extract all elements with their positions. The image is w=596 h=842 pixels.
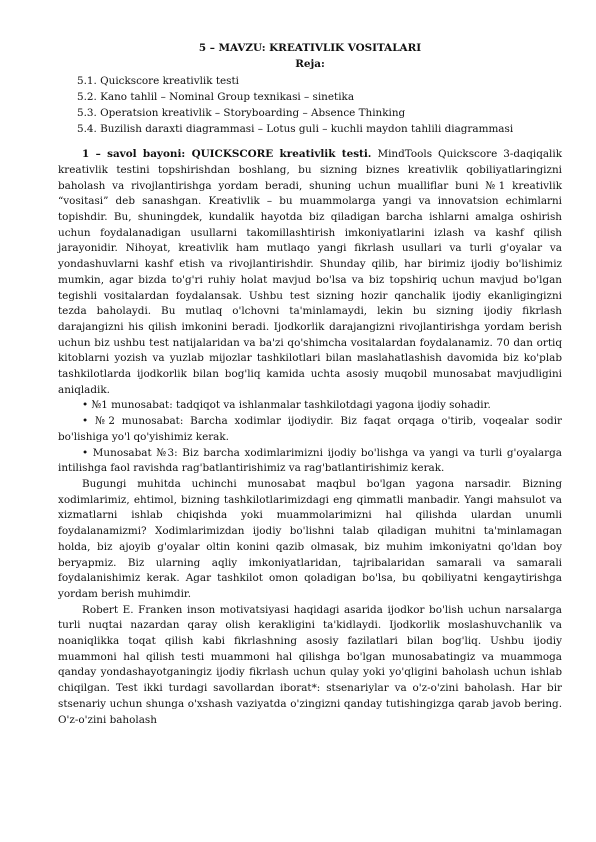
bullet-attitude-3: • Munosabat №3: Biz barcha xodimlarimizni ijodiy bo'lishga va yangi va turli g'oyalarga intilishga faol ravishda rag'batlantirishimiz va rag'batlantirishimiz kerak.	[58, 446, 562, 475]
page-title: 5 – MAVZU: KREATIVLIK VOSITALARI	[198, 42, 422, 54]
bullet-attitude-2: • №2 munosabat: Barcha xodimlar ijodiydir. Biz faqat orqaga o'tirib, voqealar sodir bo'lishiga yo'l qo'yishimiz kerak.	[58, 415, 562, 443]
paragraph-franken: Robert E. Franken inson motivatsiyasi haqidagi asarida ijodkor bo'lish uchun narsalarga turli nuqtai nazardan qaray olish kerakligini ta'kidlaydi. Ijodkorlik moslashuvchanlik va noaniqlikka toqat qilish kabi fikrlashning asosiy fazilatlari bilan bog'liq. Ushbu ijodiy muammoni hal qilish testi muammoni hal qilishga bo'lgan munosabatingiz va muammoga qanday yondashayotganingiz ijodiy fikrlash uchun qulay yoki yo'qligini baholash uchun ishlab chiqilgan. Test ikki turdagi savollardan iborat*: stsenariylar va o'z-o'zini baholash. Har bir stsenariy uchun shunga o'xshash vaziyatda o'zingizni qanday tutishingizga qarab javob bering. O'z-o'zini baholash	[58, 603, 562, 726]
plan-item-5-4: 5.4. Buzilish daraxti diagrammasi – Lotus guli – kuchli maydon tahlili diagrammasi	[77, 122, 514, 135]
paragraph-intro	[58, 147, 562, 398]
plan-heading: Reja:	[295, 57, 325, 70]
plan-item-5-1: 5.1. Quickscore kreativlik testi	[77, 75, 239, 88]
paragraph-environment: Bugungi muhitda uchinchi munosabat maqbul bo'lgan yagona narsadir. Bizning xodimlarimiz, ehtimol, bizning tashkilotlarimizdagi eng qimmatli manbadir. Yangi mahsulot va xizmatlarni ishlab chiqishda yoki muammolarimizni hal qilishda ulardan unumli foydalanamizmi? Xodimlarimizdan ijodiy bo'lishni talab qiladigan muhitni ta'minlamagan holda, biz ajoyib g'oyalar oltin konini qazib olmasak, biz muhim imkoniyatni qo'ldan boy beryapmiz. Biz ularning aqliy imkoniyatlaridan, tajribalaridan samarali va samarali foydalanishimiz kerak. Agar tashkilot omon qoladigan bo'lsa, bu qobiliyatni kengaytirishga yordam berish muhimdir.	[58, 477, 562, 600]
question-heading: 1 – savol bayoni: QUICKSCORE kreativlik testi.	[82, 148, 372, 161]
paragraph-intro-text: MindTools Quickscore 3-daqiqalik kreativlik testini topshirishdan boshlang, bu sizning biznes kreativlik qobiliyatlaringizni baholash va rivojlantirishga yordam beradi, shuning uchun mualliflar buni №1 kreativlik “vositasi” deb sanashgan. Kreativlik – bu muammolarga yangi va innovatsion echimlarni topishdir. Bu, shuningdek, kundalik hayotda biz qiladigan barcha ishlarni amalga oshirish uchun foydalanadigan usullarni takomillashtirish imkoniyatlarini izlash va kashf qilish jarayonidir. Nihoyat, kreativlik ham mutlaqo yangi fikrlash usullari va turli g'oyalar va yondashuvlarni kashf etish va rivojlantirishdir. Shunday qilib, har birimiz ijodiy bo'lishimiz mumkin, agar bizda to'g'ri ruhiy holat mavjud bo'lsa va biz topshiriq uchun mavjud bo'lgan tegishli vositalardan foydalansak. Ushbu test sizning hozir qanchalik ijodiy ekanligingizni tezda baholaydi. Bu mutlaq o'lchovni ta'minlamaydi, lekin bu sizning ijodiy fikrlash darajangizni his qilish imkonini beradi. Ijodkorlik darajangizni rivojlantirishga yordam berish uchun biz ushbu test natijalaridan va ba'zi qo'shimcha vositalardan foydalanamiz. 70 dan ortiq kitoblarni yozish va yuzlab mijozlar tashkilotlari bilan maslahatlashish davomida biz ko'plab tashkilotlarda ijodkorlik bilan bog'liq kamida uchta asosiy muqobil munosabat mavjudligini aniqladik.	[58, 148, 562, 396]
plan-item-5-3: 5.3. Operatsion kreativlik – Storyboarding – Absence Thinking	[77, 106, 406, 119]
plan-list	[58, 74, 562, 137]
bullet-attitude-1: • №1 munosabat: tadqiqot va ishlanmalar tashkilotdagi yagona ijodiy sohadir.	[82, 399, 491, 412]
plan-item-5-2: 5.2. Kano tahlil – Nominal Group texnikasi – sinetika	[77, 91, 355, 104]
